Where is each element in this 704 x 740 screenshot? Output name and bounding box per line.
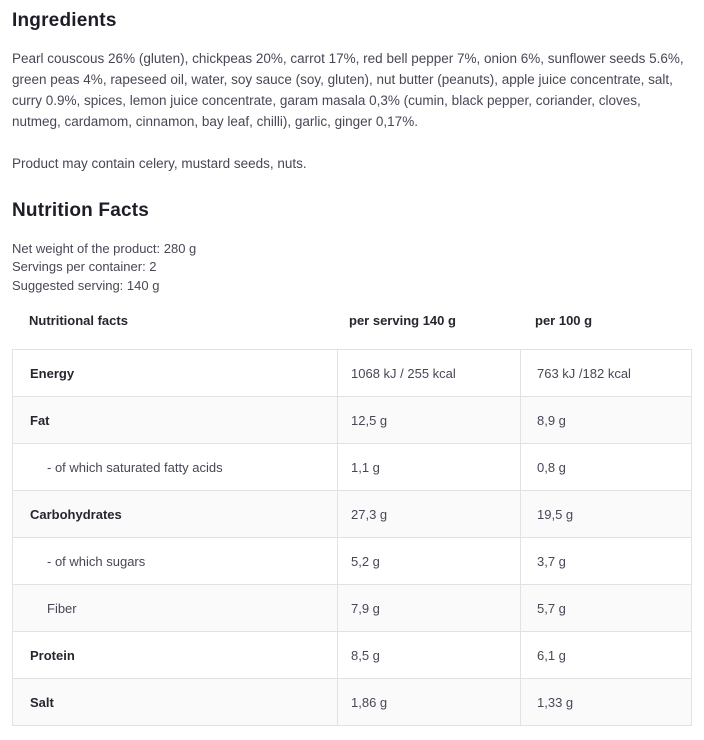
nutrition-facts-heading: Nutrition Facts bbox=[12, 199, 150, 221]
column-header-per-serving: per serving 140 g bbox=[349, 313, 456, 329]
row-value-per-100g: 6,1 g bbox=[520, 632, 693, 678]
column-header-nutritional-facts: Nutritional facts bbox=[29, 313, 128, 329]
row-value-per-serving: 5,2 g bbox=[337, 538, 520, 584]
serving-info-block bbox=[12, 240, 692, 296]
ingredients-text: Pearl couscous 26% (gluten), chickpeas 20%, carrot 17%, red bell pepper 7%, onion 6%, sunflower seeds 5.6%, green peas 4%, rapeseed oil, water, soy sauce (soy, gluten), nut butter (peanuts), apple juice concentrate, salt, curry 0.9%, spices, lemon juice concentrate, garam masala 0,3% (cumin, black pepper, coriander, cloves, nutmeg, cardamom, cinnamon, bay leaf, chilli), garlic, ginger 0,17%. bbox=[12, 50, 684, 129]
table-row-carbohydrates bbox=[13, 490, 691, 537]
row-value-per-serving: 1,86 g bbox=[337, 679, 520, 725]
table-row-saturated-fat bbox=[13, 443, 691, 490]
table-row-salt bbox=[13, 678, 691, 725]
row-label: Energy bbox=[30, 365, 75, 381]
column-header-per-100g: per 100 g bbox=[535, 313, 593, 329]
row-label: Salt bbox=[30, 694, 54, 710]
row-value-per-serving: 12,5 g bbox=[337, 397, 520, 443]
row-value-per-100g: 0,8 g bbox=[520, 444, 693, 490]
row-value-per-serving: 1068 kJ / 255 kcal bbox=[337, 350, 520, 396]
row-value-per-serving: 8,5 g bbox=[337, 632, 520, 678]
ingredients-heading: Ingredients bbox=[12, 10, 117, 31]
nutrition-table-header bbox=[12, 313, 692, 349]
nutrition-table bbox=[12, 313, 692, 726]
row-label: Carbohydrates bbox=[30, 506, 122, 522]
row-value-per-100g: 19,5 g bbox=[520, 491, 693, 537]
row-label: - of which sugars bbox=[47, 553, 146, 569]
row-value-per-100g: 1,33 g bbox=[520, 679, 693, 725]
servings-line: Servings per container: 2 bbox=[12, 259, 157, 275]
net-weight-line: Net weight of the product: 280 g bbox=[12, 240, 197, 256]
row-value-per-100g: 763 kJ /182 kcal bbox=[520, 350, 693, 396]
allergen-note: Product may contain celery, mustard seeds, nuts. bbox=[12, 155, 307, 171]
table-row-energy bbox=[13, 350, 691, 396]
row-label: Protein bbox=[30, 647, 75, 663]
nutrition-table-body bbox=[12, 349, 692, 726]
table-row-sugars bbox=[13, 537, 691, 584]
row-value-per-serving: 27,3 g bbox=[337, 491, 520, 537]
suggested-serving-line: Suggested serving: 140 g bbox=[12, 277, 160, 293]
table-row-fiber bbox=[13, 584, 691, 631]
row-value-per-serving: 7,9 g bbox=[337, 585, 520, 631]
row-label: Fiber bbox=[47, 600, 77, 616]
row-label: Fat bbox=[30, 412, 50, 428]
row-label: - of which saturated fatty acids bbox=[47, 459, 223, 475]
row-value-per-serving: 1,1 g bbox=[337, 444, 520, 490]
row-value-per-100g: 8,9 g bbox=[520, 397, 693, 443]
table-row-fat bbox=[13, 396, 691, 443]
row-value-per-100g: 3,7 g bbox=[520, 538, 693, 584]
row-value-per-100g: 5,7 g bbox=[520, 585, 693, 631]
table-row-protein bbox=[13, 631, 691, 678]
